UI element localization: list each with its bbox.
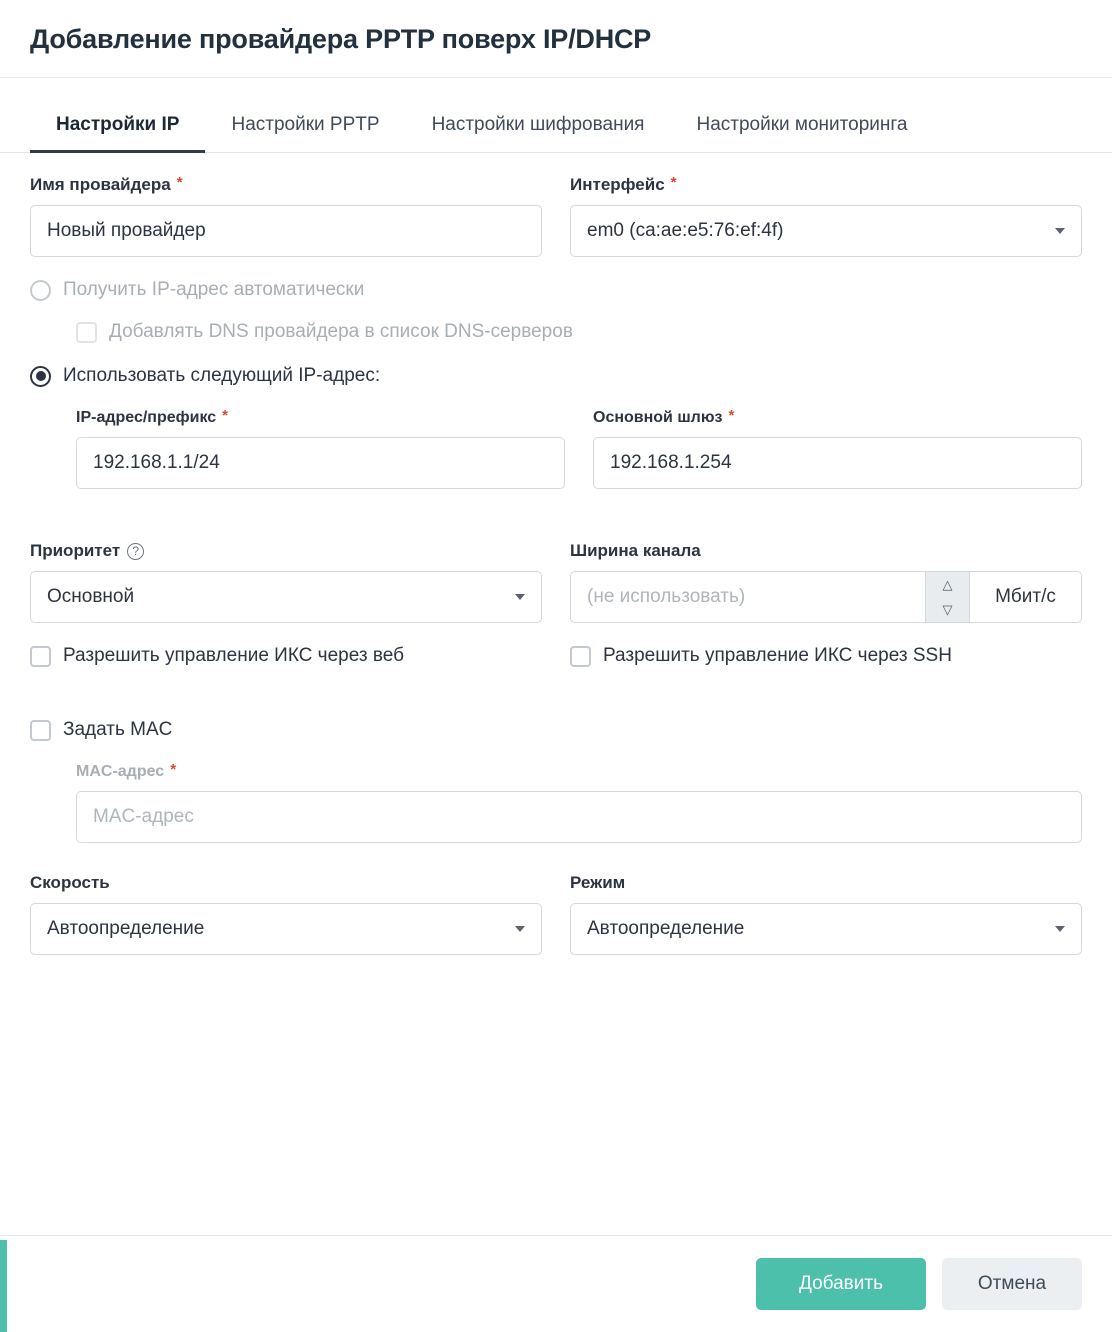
set-mac-checkbox[interactable]	[30, 720, 51, 741]
auto-ip-radio[interactable]	[30, 280, 51, 301]
help-icon[interactable]: ?	[127, 543, 144, 560]
allow-web-checkbox[interactable]	[30, 646, 51, 667]
manual-ip-radio-row[interactable]	[30, 365, 1082, 387]
interface-field	[570, 175, 1082, 257]
mac-address-input[interactable]: MAC-адрес	[76, 791, 1082, 843]
spacer	[30, 843, 1082, 873]
allow-ssh-col	[570, 645, 1082, 667]
tab-pptp-settings[interactable]: Настройки PPTP	[231, 114, 380, 135]
ip-prefix-field	[76, 406, 565, 489]
allow-web-check-row[interactable]	[30, 645, 404, 667]
chevron-up-icon[interactable]: △	[942, 576, 953, 592]
mode-select[interactable]	[570, 903, 1082, 955]
required-marker: *	[176, 173, 183, 191]
chevron-down-icon[interactable]: ▽	[942, 601, 953, 617]
chevron-down-icon	[515, 926, 525, 932]
allow-ssh-checkbox[interactable]	[570, 646, 591, 667]
bandwidth-label	[570, 541, 1082, 561]
speed-field	[30, 873, 542, 955]
add-dns-check-row[interactable]	[76, 321, 1082, 343]
allow-ssh-check-row[interactable]	[570, 645, 952, 667]
interface-label-text: Интерфейс	[570, 175, 665, 194]
bandwidth-unit: Мбит/с	[969, 572, 1081, 622]
dialog-header	[0, 0, 1112, 78]
spacer	[30, 667, 1082, 719]
chevron-down-icon	[1055, 926, 1065, 932]
priority-bandwidth-row	[30, 541, 1082, 623]
bandwidth-spinners	[925, 572, 969, 622]
tab-encryption-settings[interactable]: Настройки шифрования	[431, 114, 645, 135]
mode-select-value: Автоопределение	[587, 918, 745, 939]
allow-web-col	[30, 645, 542, 667]
manual-ip-label: Использовать следующий IP-адрес:	[63, 365, 381, 386]
priority-field	[30, 541, 542, 623]
management-checks-row	[30, 645, 1082, 667]
interface-label	[570, 175, 1082, 195]
provider-name-input[interactable]: Новый провайдер	[30, 205, 542, 257]
gateway-input[interactable]: 192.168.1.254	[593, 437, 1082, 489]
set-mac-label: Задать MAC	[63, 719, 173, 740]
mac-address-label	[76, 760, 1082, 781]
bandwidth-stepper	[570, 571, 1082, 623]
speed-select-value: Автоопределение	[47, 918, 205, 939]
gateway-label	[593, 406, 1082, 427]
mode-label	[570, 873, 1082, 893]
interface-select-value: em0 (ca:ae:e5:76:ef:4f)	[587, 220, 784, 241]
tab-ip-settings[interactable]: Настройки IP	[30, 108, 205, 153]
gateway-field	[593, 406, 1082, 489]
priority-select-value: Основной	[47, 586, 135, 607]
ip-prefix-label-text: IP-адрес/префикс	[76, 409, 217, 426]
allow-web-label: Разрешить управление ИКС через веб	[63, 645, 404, 666]
page-title: Добавление провайдера PPTP поверх IP/DHCP	[30, 24, 652, 54]
mode-field	[570, 873, 1082, 955]
speed-label	[30, 873, 542, 893]
mac-address-label-text: MAC-адрес	[76, 763, 165, 780]
bandwidth-input[interactable]: (не использовать)	[587, 586, 746, 607]
chevron-down-icon	[515, 594, 525, 600]
chevron-down-icon	[1055, 228, 1065, 234]
bandwidth-field	[570, 541, 1082, 623]
auto-ip-radio-row[interactable]	[30, 279, 1082, 301]
ip-prefix-label	[76, 406, 565, 427]
priority-label	[30, 541, 542, 561]
cancel-button[interactable]: Отмена	[942, 1258, 1082, 1310]
tab-monitoring-settings[interactable]: Настройки мониторинга	[696, 114, 908, 135]
speed-label-text: Скорость	[30, 873, 110, 892]
required-marker: *	[670, 173, 677, 191]
bandwidth-label-text: Ширина канала	[570, 541, 701, 560]
dialog-body	[0, 153, 1112, 1235]
set-mac-check-row[interactable]	[30, 719, 1082, 741]
ip-gateway-row	[76, 406, 1082, 489]
required-marker: *	[170, 760, 177, 778]
ip-prefix-input[interactable]: 192.168.1.1/24	[76, 437, 565, 489]
add-dns-checkbox[interactable]	[76, 322, 97, 343]
auto-ip-label: Получить IP-адрес автоматически	[63, 279, 365, 300]
dialog-footer	[0, 1235, 1112, 1332]
speed-mode-row	[30, 873, 1082, 955]
interface-select[interactable]	[570, 205, 1082, 257]
priority-select[interactable]	[30, 571, 542, 623]
mac-address-field	[76, 760, 1082, 843]
manual-ip-radio[interactable]	[30, 366, 51, 387]
spacer	[30, 489, 1082, 541]
provider-name-label	[30, 175, 542, 195]
required-marker: *	[728, 406, 735, 424]
required-marker: *	[222, 406, 229, 424]
mode-label-text: Режим	[570, 873, 626, 892]
provider-name-field	[30, 175, 542, 257]
accent-bar	[0, 1240, 7, 1332]
allow-ssh-label: Разрешить управление ИКС через SSH	[603, 645, 952, 666]
provider-name-label-text: Имя провайдера	[30, 175, 171, 194]
add-dns-label: Добавлять DNS провайдера в список DNS-серверов	[109, 321, 573, 342]
speed-select[interactable]	[30, 903, 542, 955]
priority-label-text: Приоритет	[30, 541, 121, 560]
tab-bar	[0, 78, 1112, 153]
gateway-label-text: Основной шлюз	[593, 409, 723, 426]
add-button[interactable]: Добавить	[756, 1258, 926, 1310]
name-interface-row	[30, 175, 1082, 257]
